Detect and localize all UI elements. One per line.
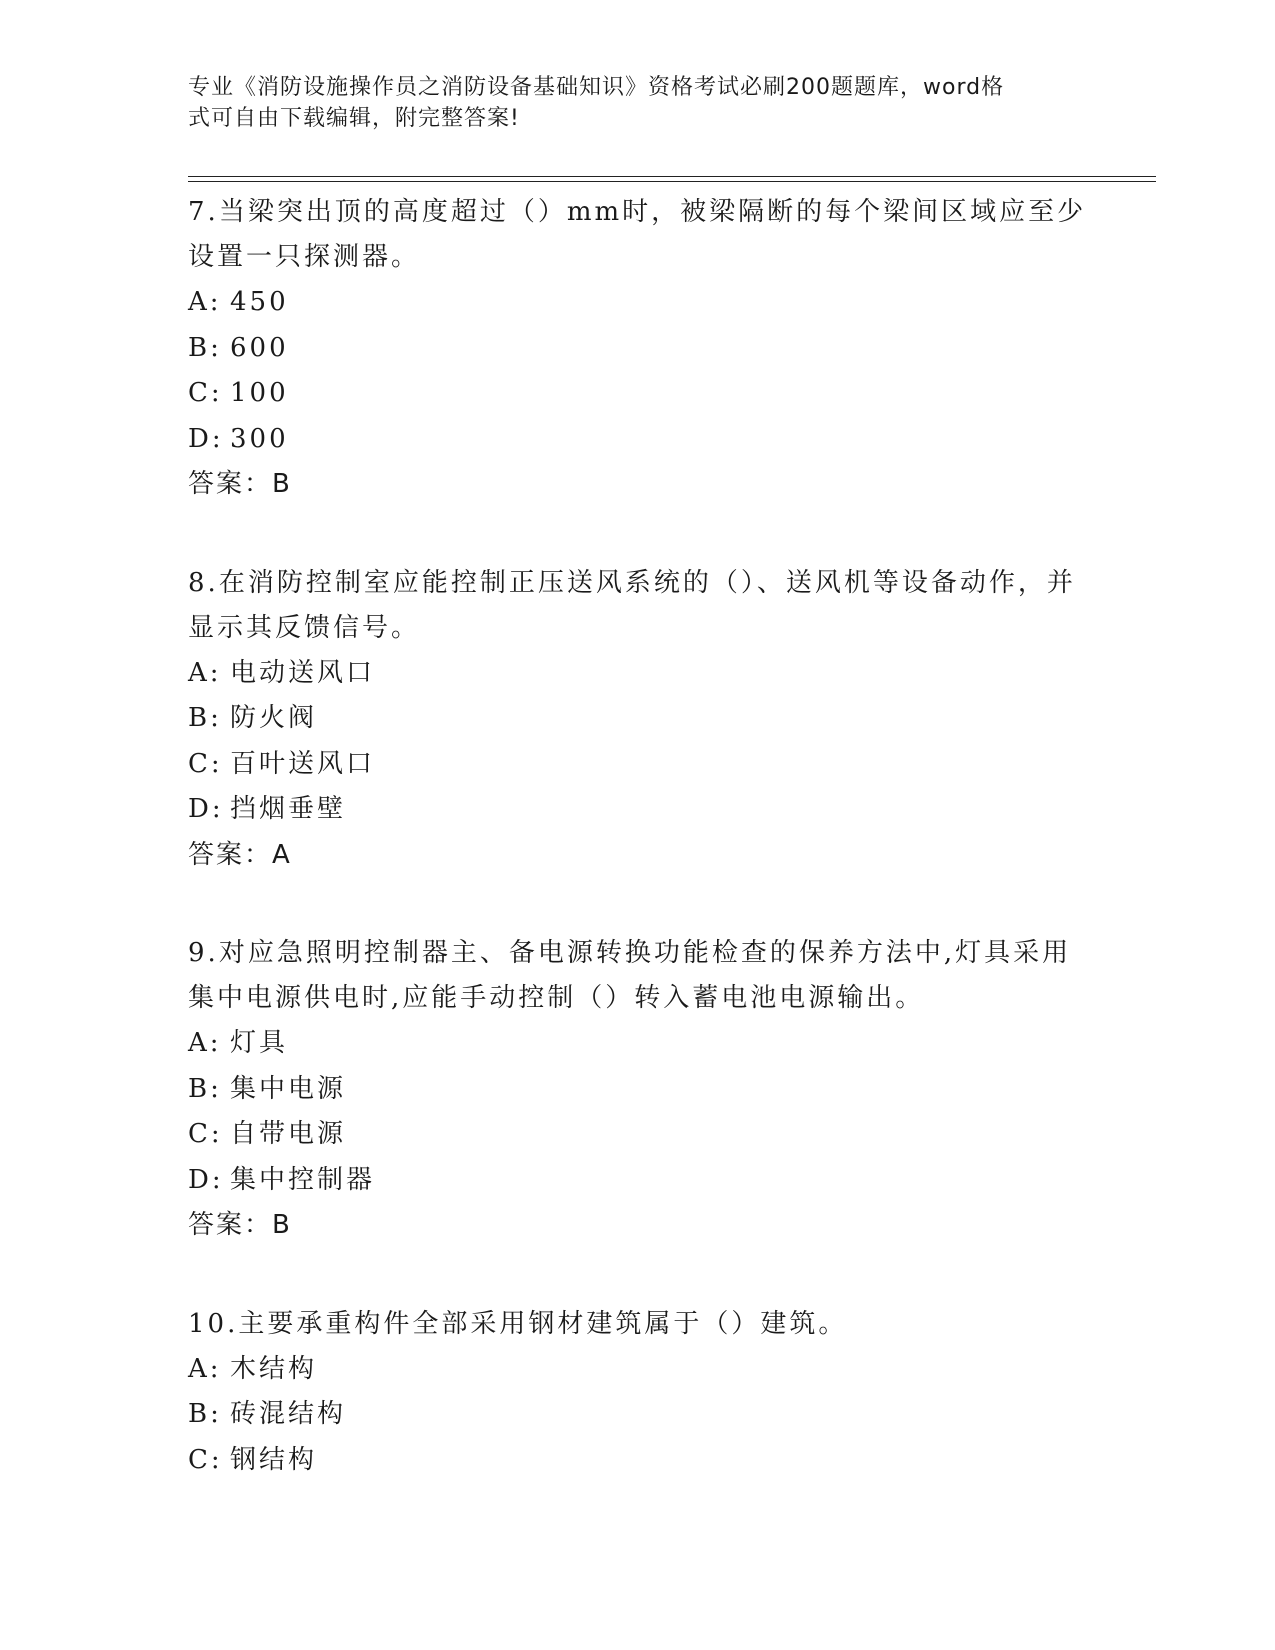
option-c [188, 1112, 1088, 1158]
option-text: 灯具 [230, 1028, 289, 1058]
option-d [188, 417, 1088, 463]
option-text: 集中电源 [230, 1073, 347, 1104]
answer-line: 答案：B [188, 469, 292, 499]
option-letter: B: [188, 1073, 222, 1104]
option-letter: A: [188, 1353, 222, 1384]
option-letter: D: [188, 423, 224, 454]
question-number: 8. [188, 567, 219, 598]
question-body: 对应急照明控制器主、备电源转换功能检查的保养方法中,灯具采用集中电源供电时,应能手动控制（）转入蓄电池电源输出。 [188, 938, 1072, 1013]
question-item [188, 561, 1088, 879]
question-body: 当梁突出顶的高度超过（）mm时，被梁隔断的每个梁间区域应至少设置一只探测器。 [188, 197, 1087, 272]
option-letter: A: [188, 1028, 222, 1058]
option-d [188, 1158, 1088, 1204]
option-letter: A: [188, 657, 222, 688]
header-line-2: 式可自由下载编辑，附完整答案! [188, 106, 520, 131]
question-text [188, 190, 1088, 280]
option-text: 木结构 [230, 1353, 318, 1384]
header-divider-bottom [188, 181, 1156, 182]
header-line-1: 专业《消防设施操作员之消防设备基础知识》资格考试必刷200题题库，word格 [188, 75, 1005, 100]
question-body: 主要承重构件全部采用钢材建筑属于（）建筑。 [238, 1308, 848, 1339]
option-text: 电动送风口 [230, 657, 376, 688]
option-text: 自带电源 [230, 1119, 347, 1149]
option-text: 300 [230, 423, 289, 454]
option-a [188, 651, 1088, 697]
option-text: 百叶送风口 [230, 748, 376, 779]
option-text: 450 [230, 287, 289, 317]
option-letter: C: [188, 1119, 223, 1149]
option-letter: B: [188, 703, 222, 733]
option-text: 100 [230, 378, 289, 408]
option-c [188, 742, 1088, 788]
answer-line: 答案：B [188, 1210, 292, 1240]
document-header [188, 72, 1068, 134]
option-letter: B: [188, 332, 222, 363]
question-item [188, 190, 1088, 508]
option-letter: B: [188, 1399, 222, 1429]
option-a [188, 1021, 1088, 1067]
option-b [188, 1392, 1088, 1438]
option-d [188, 787, 1088, 833]
option-text: 防火阀 [230, 703, 318, 733]
question-item [188, 1302, 1088, 1484]
option-letter: D: [188, 794, 224, 824]
question-body: 在消防控制室应能控制正压送风系统的（）、送风机等设备动作，并显示其反馈信号。 [188, 567, 1076, 643]
option-text: 砖混结构 [230, 1399, 347, 1429]
option-letter: C: [188, 1444, 223, 1475]
answer-line: 答案：A [188, 839, 292, 870]
option-b [188, 1067, 1088, 1113]
question-list [188, 190, 1088, 1536]
option-letter: C: [188, 748, 223, 779]
option-b [188, 696, 1088, 742]
option-a [188, 280, 1088, 326]
header-divider-top [188, 176, 1156, 177]
option-letter: D: [188, 1164, 224, 1195]
option-text: 集中控制器 [230, 1164, 376, 1195]
question-number: 10. [188, 1308, 239, 1339]
question-number: 9. [188, 938, 219, 968]
question-item [188, 931, 1088, 1249]
option-text: 600 [230, 332, 289, 363]
question-text [188, 1302, 1088, 1347]
option-a [188, 1347, 1088, 1393]
option-c [188, 1438, 1088, 1484]
option-letter: C: [188, 378, 223, 408]
option-text: 挡烟垂壁 [230, 794, 347, 824]
question-number: 7. [188, 197, 219, 227]
option-letter: A: [188, 287, 222, 317]
option-b [188, 326, 1088, 372]
option-text: 钢结构 [230, 1444, 318, 1475]
question-text [188, 561, 1088, 651]
question-text [188, 931, 1088, 1021]
option-c [188, 371, 1088, 417]
